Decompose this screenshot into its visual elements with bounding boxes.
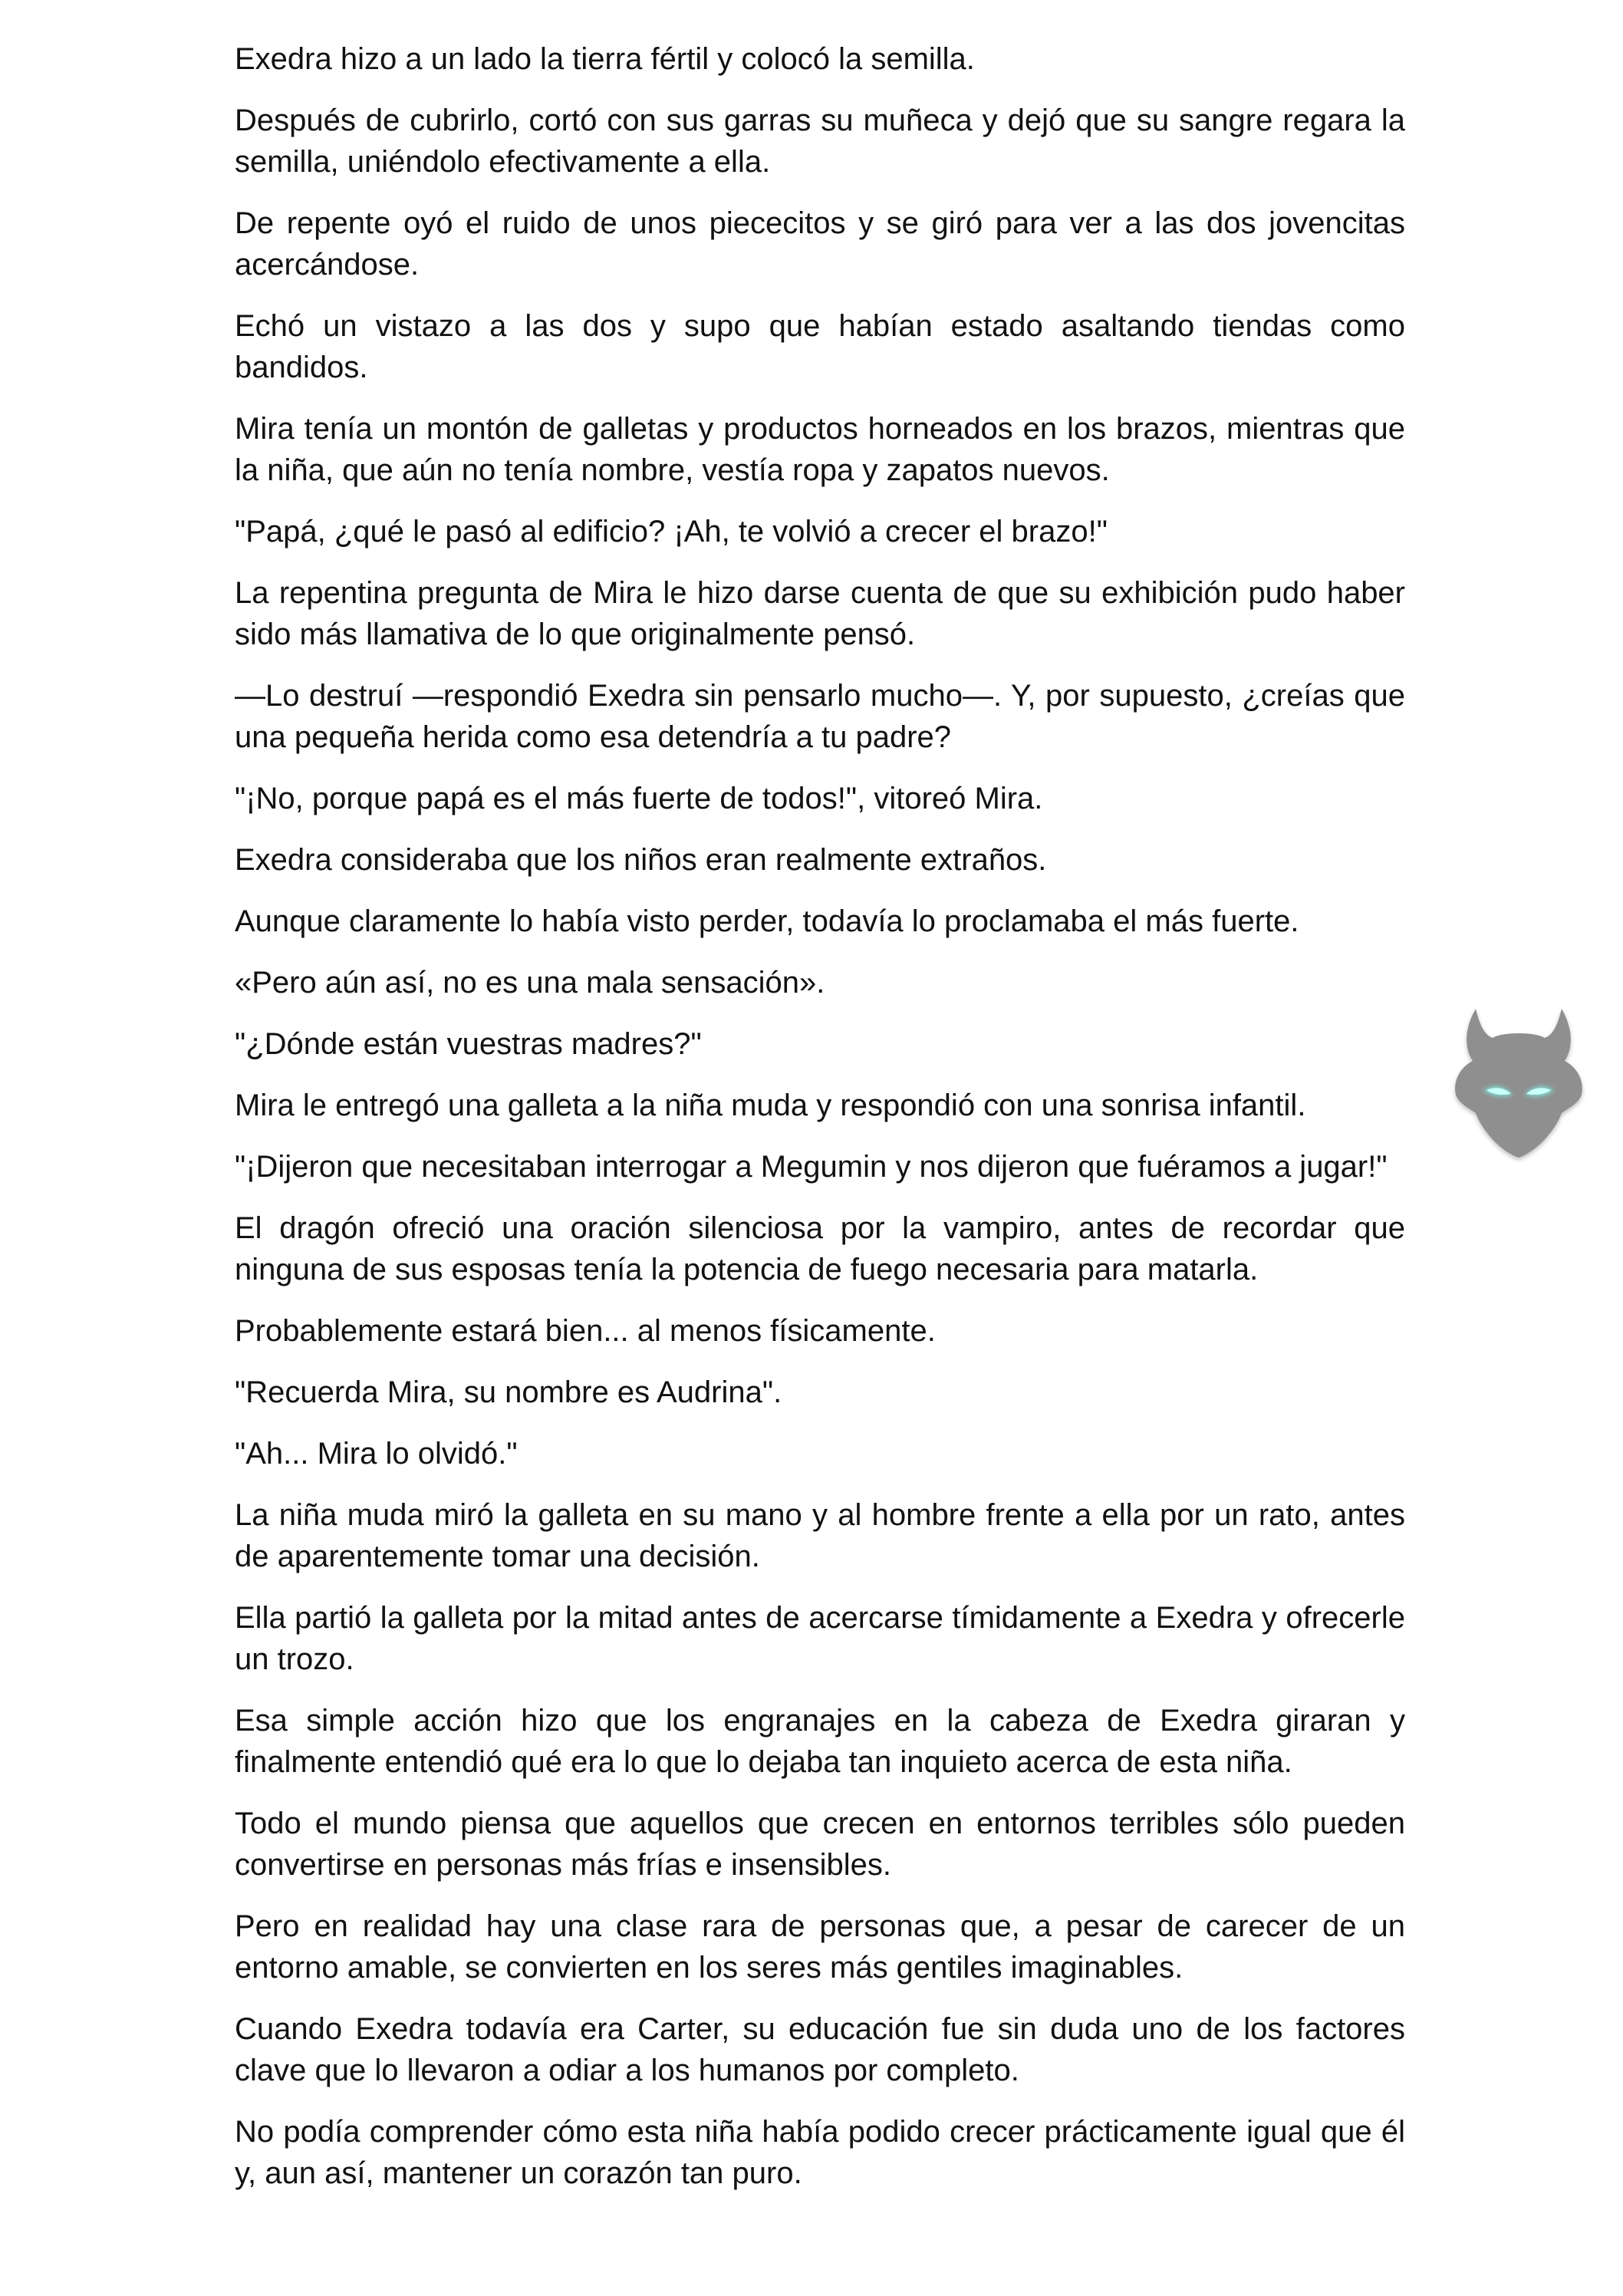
paragraph-5: Mira tenía un montón de galletas y productos horneados en los brazos, mientras que la niña, que aún no tenía nombre, vestía ropa y zapatos nuevos. [235, 412, 1405, 487]
paragraph-11: Aunque claramente lo había visto perder, todavía lo proclamaba el más fuerte. [235, 904, 1299, 938]
paragraph-13: "¿Dónde están vuestras madres?" [235, 1027, 702, 1061]
paragraph-3: De repente oyó el ruido de unos piececitos y se giró para ver a las dos jovencitas acercándose. [235, 206, 1405, 282]
paragraph-10: Exedra consideraba que los niños eran realmente extraños. [235, 843, 1047, 877]
paragraph-18: "Recuerda Mira, su nombre es Audrina". [235, 1375, 782, 1409]
paragraph-16: El dragón ofreció una oración silenciosa por la vampiro, antes de recordar que ninguna de sus esposas tenía la potencia de fuego necesaria para matarla. [235, 1211, 1405, 1286]
paragraph-4: Echó un vistazo a las dos y supo que habían estado asaltando tiendas como bandidos. [235, 309, 1405, 384]
paragraph-21: Ella partió la galleta por la mitad antes de acercarse tímidamente a Exedra y ofrecerle un trozo. [235, 1601, 1405, 1676]
paragraph-22: Esa simple acción hizo que los engranajes en la cabeza de Exedra giraran y finalmente entendió qué era lo que lo dejaba tan inquieto acerca de esta niña. [235, 1704, 1405, 1779]
paragraph-17: Probablemente estará bien... al menos físicamente. [235, 1314, 936, 1348]
paragraph-20: La niña muda miró la galleta en su mano y al hombre frente a ella por un rato, antes de aparentemente tomar una decisión. [235, 1498, 1405, 1573]
paragraph-19: "Ah... Mira lo olvidó." [235, 1437, 518, 1471]
demon-head-icon [1450, 1001, 1588, 1162]
paragraph-6: "Papá, ¿qué le pasó al edificio? ¡Ah, te volvió a crecer el brazo!" [235, 515, 1108, 548]
paragraph-9: "¡No, porque papá es el más fuerte de todos!", vitoreó Mira. [235, 782, 1043, 815]
paragraph-15: "¡Dijeron que necesitaban interrogar a Megumin y nos dijeron que fuéramos a jugar!" [235, 1150, 1388, 1184]
paragraph-7: La repentina pregunta de Mira le hizo darse cuenta de que su exhibición pudo haber sido más llamativa de lo que originalmente pensó. [235, 576, 1405, 651]
paragraph-2: Después de cubrirlo, cortó con sus garras su muñeca y dejó que su sangre regara la semilla, uniéndolo efectivamente a ella. [235, 104, 1405, 179]
paragraph-8: —Lo destruí —respondió Exedra sin pensarlo mucho—. Y, por supuesto, ¿creías que una pequeña herida como esa detendría a tu padre? [235, 679, 1405, 754]
paragraph-12: «Pero aún así, no es una mala sensación». [235, 966, 825, 1000]
paragraph-23: Todo el mundo piensa que aquellos que crecen en entornos terribles sólo pueden convertirse en personas más frías e insensibles. [235, 1807, 1405, 1882]
paragraph-14: Mira le entregó una galleta a la niña muda y respondió con una sonrisa infantil. [235, 1089, 1306, 1122]
document-body [235, 38, 1405, 2194]
paragraph-24: Pero en realidad hay una clase rara de personas que, a pesar de carecer de un entorno amable, se convierten en los seres más gentiles imaginables. [235, 1909, 1405, 1985]
paragraph-1: Exedra hizo a un lado la tierra fértil y colocó la semilla. [235, 42, 975, 76]
paragraph-26: No podía comprender cómo esta niña había podido crecer prácticamente igual que él y, aun así, mantener un corazón tan puro. [235, 2115, 1405, 2190]
paragraph-25: Cuando Exedra todavía era Carter, su educación fue sin duda uno de los factores clave que lo llevaron a odiar a los humanos por completo. [235, 2012, 1405, 2087]
